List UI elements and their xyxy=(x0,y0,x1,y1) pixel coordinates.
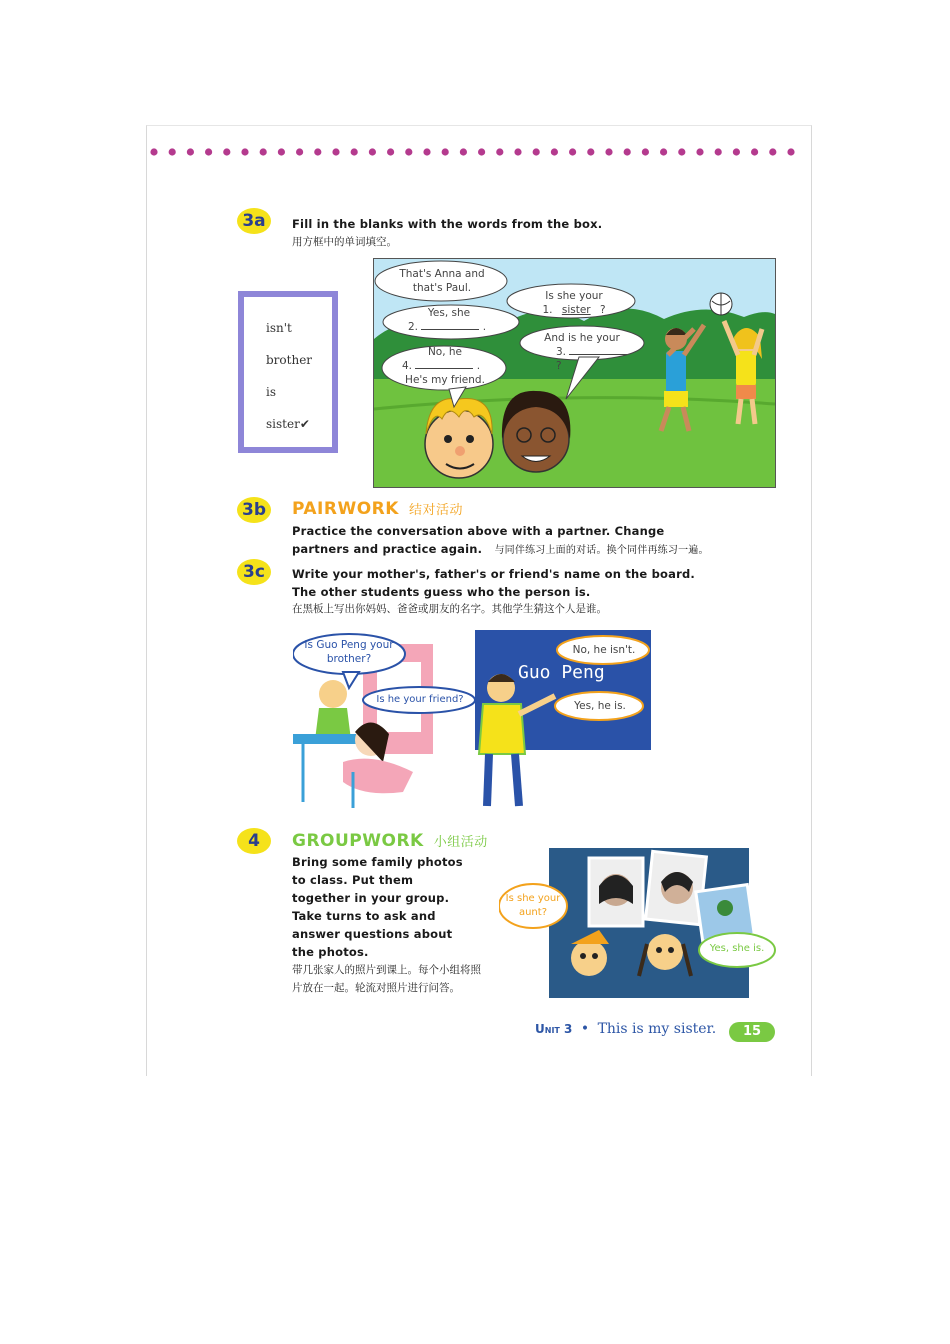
border-dot xyxy=(533,148,540,155)
instruction-3a-cn: 用方框中的单词填空。 xyxy=(292,236,397,248)
border-dot xyxy=(478,148,485,155)
instruction-4-line3: together in your group. xyxy=(292,891,450,905)
instruction-4-line2: to class. Put them xyxy=(292,873,414,887)
instruction-3b-line1: Practice the conversation above with a partner. Change xyxy=(292,524,665,538)
instruction-3c-cn: 在黑板上写出你妈妈、爸爸或朋友的名字。其他学生猜这个人是谁。 xyxy=(292,603,607,615)
border-dot xyxy=(733,148,740,155)
bubble-yes-he-is: Yes, he is. xyxy=(574,700,626,712)
badge-3c: 3c xyxy=(237,559,271,585)
instruction-4-cn-line1: 带几张家人的照片到课上。每个小组将照 xyxy=(292,964,481,976)
classroom-illustration xyxy=(293,622,653,810)
border-dot xyxy=(551,148,558,155)
border-dot xyxy=(514,148,521,155)
border-dot xyxy=(369,148,376,155)
instruction-4-line5: answer questions about xyxy=(292,927,453,941)
blank-2-end: . xyxy=(482,321,487,333)
border-dot xyxy=(296,148,303,155)
bubble-no-he-text: No, he xyxy=(427,346,463,358)
border-dot xyxy=(787,148,794,155)
blank-4 xyxy=(392,359,498,373)
border-dot xyxy=(332,148,339,155)
border-dot xyxy=(205,148,212,155)
bubble-yes-she-text: Yes, she xyxy=(427,307,471,319)
border-dot xyxy=(642,148,649,155)
bubble-yes-she xyxy=(394,306,504,334)
word-isnt: isn't xyxy=(266,321,292,335)
pairwork-title: PAIRWORK xyxy=(292,499,399,519)
instruction-3a: Fill in the blanks with the words from the box. xyxy=(292,217,603,231)
board-name: Guo Peng xyxy=(518,662,605,683)
instruction-3c-line2: The other students guess who the person is. xyxy=(292,585,591,599)
border-dot xyxy=(460,148,467,155)
page-number: 15 xyxy=(729,1022,775,1042)
bubble-no-he xyxy=(392,345,498,387)
border-dot xyxy=(696,148,703,155)
border-dot xyxy=(223,148,230,155)
badge-3a: 3a xyxy=(237,208,271,234)
badge-3b: 3b xyxy=(237,497,271,523)
blank-1-answer: sister xyxy=(561,304,591,316)
border-dot xyxy=(660,148,667,155)
bubble-is-he-your-friend: Is he your friend? xyxy=(376,694,464,705)
blank-3-end: ? xyxy=(556,360,562,372)
border-dot xyxy=(241,148,248,155)
border-dot xyxy=(569,148,576,155)
bubble-my-friend: He's my friend. xyxy=(405,374,485,386)
dotted-border xyxy=(148,146,808,158)
word-box xyxy=(238,291,338,453)
border-dot xyxy=(405,148,412,155)
bubble-yes-she-is: Yes, she is. xyxy=(709,943,765,954)
instruction-4-line6: the photos. xyxy=(292,945,369,959)
word-is: is xyxy=(266,385,276,399)
page-footer xyxy=(535,1021,716,1037)
bubble-and-is-he xyxy=(532,331,632,373)
family-photos-illustration xyxy=(499,848,777,1000)
bubble-is-guo-peng-your-brother: Is Guo Peng your brother? xyxy=(304,639,394,665)
instruction-3b-cn: 与同伴练习上面的对话。换个同伴再练习一遍。 xyxy=(494,545,709,556)
word-sister: sister✔ xyxy=(266,417,310,431)
blank-4-end: . xyxy=(476,360,481,372)
border-dot xyxy=(423,148,430,155)
border-dot xyxy=(605,148,612,155)
blank-2 xyxy=(394,320,504,334)
blank-2-number: 2. xyxy=(408,321,419,333)
bubble-is-she-your-aunt: Is she your aunt? xyxy=(505,893,561,918)
border-dot xyxy=(442,148,449,155)
word-brother: brother xyxy=(266,353,313,367)
bubble-that-is-anna: That's Anna and that's Paul. xyxy=(399,268,485,294)
blank-1-end: ? xyxy=(599,304,606,316)
groupwork-title-cn: 小组活动 xyxy=(433,835,488,850)
footer-title: This is my sister. xyxy=(597,1021,717,1037)
blank-3 xyxy=(532,345,632,373)
pairwork-heading xyxy=(292,499,463,519)
instruction-3c-line1: Write your mother's, father's or friend's name on the board. xyxy=(292,567,695,581)
footer-bullet: • xyxy=(580,1021,590,1037)
bubble-no-he-isnt: No, he isn't. xyxy=(572,644,636,656)
instruction-3b-line2-text: partners and practice again. xyxy=(292,542,483,556)
bubble-and-is-he-text: And is he your xyxy=(544,332,620,344)
instruction-3b-line2 xyxy=(292,540,709,560)
blank-1-number: 1. xyxy=(542,304,553,316)
footer-unit: Unit 3 xyxy=(535,1022,573,1036)
bubble-is-she-your xyxy=(524,289,624,317)
border-dot xyxy=(715,148,722,155)
border-dot xyxy=(314,148,321,155)
border-dot xyxy=(496,148,503,155)
instruction-4-line4: Take turns to ask and xyxy=(292,909,436,923)
border-dot xyxy=(587,148,594,155)
border-dot xyxy=(769,148,776,155)
instruction-4-line1: Bring some family photos xyxy=(292,855,463,869)
border-dot xyxy=(751,148,758,155)
instruction-4-cn-line2: 片放在一起。轮流对照片进行问答。 xyxy=(292,982,460,994)
blank-1 xyxy=(524,303,624,317)
border-dot xyxy=(278,148,285,155)
border-dot xyxy=(169,148,176,155)
border-dot xyxy=(260,148,267,155)
border-dot xyxy=(678,148,685,155)
border-dot xyxy=(387,148,394,155)
badge-4: 4 xyxy=(237,828,271,854)
border-dot xyxy=(351,148,358,155)
park-illustration xyxy=(373,258,776,488)
groupwork-heading xyxy=(292,831,488,851)
blank-4-number: 4. xyxy=(402,360,413,372)
border-dot xyxy=(624,148,631,155)
bubble-is-she-your-text: Is she your xyxy=(545,290,603,302)
border-dot xyxy=(187,148,194,155)
blank-3-number: 3. xyxy=(556,346,567,358)
border-dot xyxy=(150,148,157,155)
pairwork-title-cn: 结对活动 xyxy=(408,503,463,518)
groupwork-title: GROUPWORK xyxy=(292,831,424,851)
